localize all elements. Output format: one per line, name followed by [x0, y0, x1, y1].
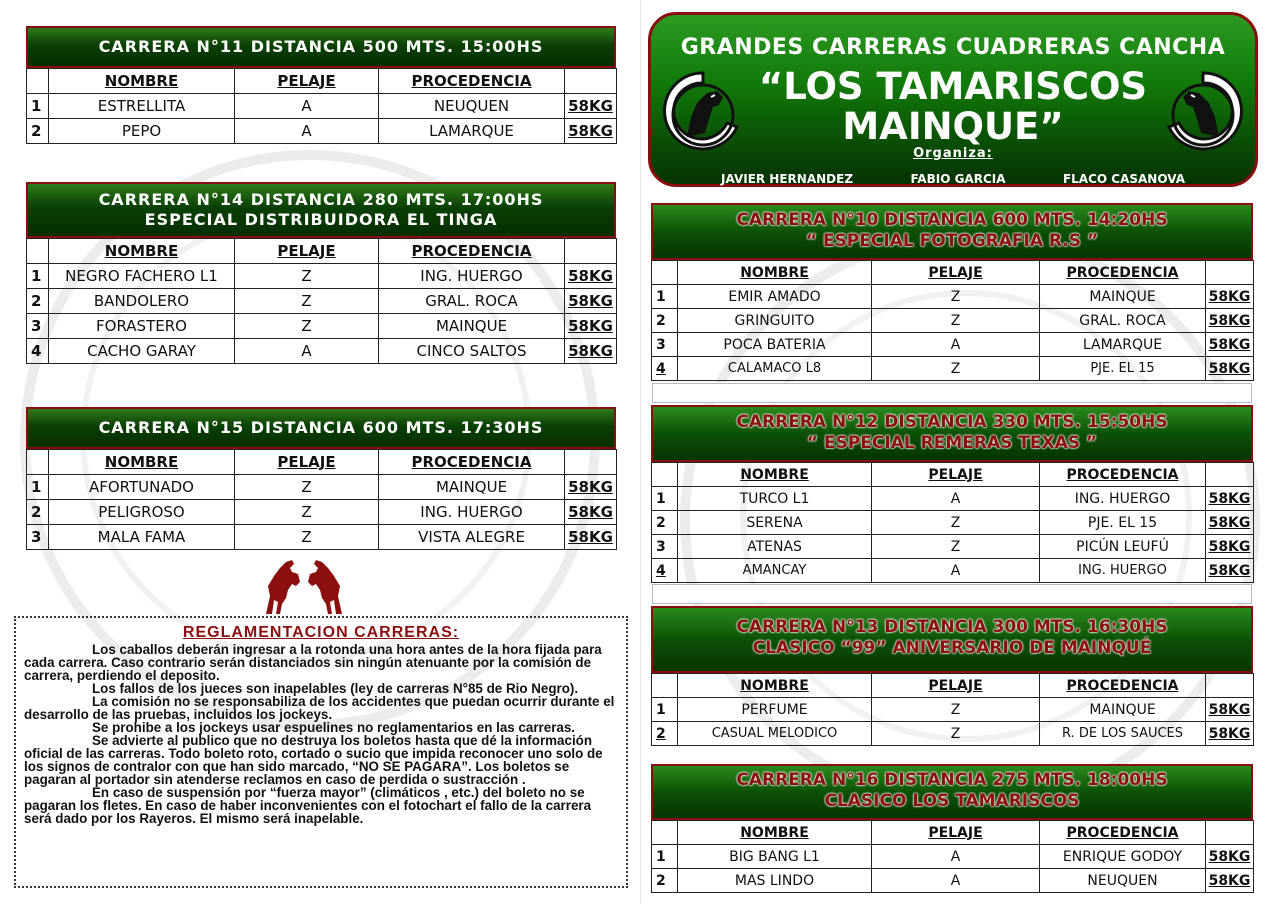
horse-origin: ING. HUERGO — [379, 500, 565, 525]
race-title: CARRERA N°15 DISTANCIA 600 MTS. 17:30HS — [98, 418, 544, 437]
table-row — [27, 525, 617, 550]
organizer-name: FABIO GARCIA — [910, 172, 1006, 186]
row-number: 3 — [27, 525, 49, 550]
horse-origin: ENRIQUE GODOY — [1040, 845, 1206, 869]
rules-title: REGLAMENTACION CARRERAS: — [182, 624, 460, 641]
col-nombre: NOMBRE — [678, 463, 872, 487]
horse-weight: 58KG — [1206, 559, 1254, 583]
horse-origin: NEUQUEN — [1040, 869, 1206, 893]
row-number: 1 — [27, 475, 49, 500]
race-title: CARRERA N°12 DISTANCIA 330 MTS. 15:50HS — [736, 412, 1168, 432]
table-row — [27, 500, 617, 525]
horse-origin: PJE. EL 15 — [1040, 357, 1206, 381]
horse-name: CASUAL MELODICO — [678, 722, 872, 746]
col-procedencia: PROCEDENCIA — [1040, 821, 1206, 845]
horse-name: ESTRELLITA — [49, 94, 235, 119]
horse-origin: GRAL. ROCA — [379, 289, 565, 314]
table-header-row — [652, 261, 1254, 285]
race-table — [26, 238, 617, 364]
horse-origin: CINCO SALTOS — [379, 339, 565, 364]
race-header — [651, 405, 1253, 462]
table-row — [652, 559, 1254, 583]
race-table — [651, 673, 1254, 746]
race-subtitle: “ ESPECIAL FOTOGRAFIA R.S ” — [805, 231, 1099, 251]
table-row — [27, 119, 617, 144]
col-procedencia: PROCEDENCIA — [379, 450, 565, 475]
horse-name: AMANCAY — [678, 559, 872, 583]
horse-coat: Z — [872, 309, 1040, 333]
race-header — [26, 407, 616, 449]
row-number: 3 — [652, 535, 678, 559]
race-16 — [651, 764, 1253, 893]
horse-weight: 58KG — [1206, 535, 1254, 559]
horse-weight: 58KG — [1206, 333, 1254, 357]
horse-coat: A — [235, 94, 379, 119]
rules-box — [14, 616, 628, 888]
horse-name: CACHO GARAY — [49, 339, 235, 364]
col-nombre: NOMBRE — [49, 69, 235, 94]
race-table — [651, 260, 1254, 381]
horse-origin: PICÚN LEUFÚ — [1040, 535, 1206, 559]
table-row — [652, 722, 1254, 746]
horse-weight: 58KG — [1206, 845, 1254, 869]
row-number: 1 — [27, 264, 49, 289]
horse-origin: LAMARQUE — [1040, 333, 1206, 357]
horseshoe-horse-icon — [1157, 67, 1249, 159]
table-row — [652, 333, 1254, 357]
horse-coat: A — [872, 559, 1040, 583]
col-procedencia: PROCEDENCIA — [379, 69, 565, 94]
horse-coat: Z — [235, 264, 379, 289]
race-subtitle: CLASICO LOS TAMARISCOS — [824, 791, 1080, 811]
race-header — [26, 26, 616, 68]
horse-origin: MAINQUE — [1040, 698, 1206, 722]
horse-coat: Z — [235, 314, 379, 339]
row-number: 4 — [652, 559, 678, 583]
race-title: CARRERA N°13 DISTANCIA 300 MTS. 16:30HS — [736, 617, 1168, 637]
table-header-row — [652, 674, 1254, 698]
col-nombre: NOMBRE — [678, 674, 872, 698]
race-11 — [26, 26, 616, 144]
horse-weight: 58KG — [565, 339, 617, 364]
horse-weight: 58KG — [565, 475, 617, 500]
row-number: 1 — [652, 698, 678, 722]
horse-coat: A — [872, 845, 1040, 869]
horse-name: PELIGROSO — [49, 500, 235, 525]
rule-paragraph: Los caballos deberán ingresar a la rotonda una hora antes de la hora fijada para cada carrera. Caso contrario serán distanciados sin ningún atenuante por la comisión de carrera, perdiendo el deposito. — [24, 642, 602, 683]
horse-origin: R. DE LOS SAUCES — [1040, 722, 1206, 746]
row-number: 2 — [652, 722, 678, 746]
col-nombre: NOMBRE — [678, 821, 872, 845]
horse-coat: A — [872, 487, 1040, 511]
horse-origin: ING. HUERGO — [1040, 487, 1206, 511]
race-header — [651, 606, 1253, 673]
event-title-line1: “LOS TAMARISCOS — [758, 65, 1148, 108]
horse-weight: 58KG — [565, 119, 617, 144]
horse-weight: 58KG — [1206, 487, 1254, 511]
table-header-row — [27, 69, 617, 94]
table-row — [27, 264, 617, 289]
organizer-name: FLACO CASANOVA — [1062, 172, 1185, 186]
col-pelaje: PELAJE — [235, 239, 379, 264]
race-title: CARRERA N°14 DISTANCIA 280 MTS. 17:00HS — [98, 190, 544, 209]
race-header — [26, 182, 616, 238]
race-15 — [26, 407, 616, 550]
col-procedencia: PROCEDENCIA — [379, 239, 565, 264]
horse-coat: Z — [872, 511, 1040, 535]
horse-origin: PJE. EL 15 — [1040, 511, 1206, 535]
race-12 — [651, 405, 1253, 583]
race-subtitle: ESPECIAL DISTRIBUIDORA EL TINGA — [144, 210, 498, 229]
horse-weight: 58KG — [565, 314, 617, 339]
horse-weight: 58KG — [565, 289, 617, 314]
table-row — [652, 845, 1254, 869]
horse-coat: Z — [235, 500, 379, 525]
horse-origin: NEUQUEN — [379, 94, 565, 119]
horseshoe-horse-icon — [657, 67, 749, 159]
horse-weight: 58KG — [1206, 285, 1254, 309]
col-procedencia: PROCEDENCIA — [1040, 674, 1206, 698]
horse-name: SERENA — [678, 511, 872, 535]
col-procedencia: PROCEDENCIA — [1040, 261, 1206, 285]
table-header-row — [27, 450, 617, 475]
race-table — [26, 449, 617, 550]
race-title: CARRERA N°10 DISTANCIA 600 MTS. 14:20HS — [736, 210, 1168, 230]
race-table — [651, 820, 1254, 893]
rule-paragraph: En caso de suspensión por “fuerza mayor” (climáticos , etc.) del boleto no se pagaran los fletes. En caso de haber inconvenientes con el fotochart el fallo de la carrera será dado por los Rayeros. El mismo será inapelable. — [24, 785, 592, 826]
race-title: CARRERA N°16 DISTANCIA 275 MTS. 18:00HS — [736, 770, 1168, 790]
horse-name: BIG BANG L1 — [678, 845, 872, 869]
col-pelaje: PELAJE — [872, 261, 1040, 285]
race-subtitle: CLASICO “99” ANIVERSARIO DE MAINQUÉ — [752, 638, 1152, 658]
event-banner — [648, 12, 1258, 187]
horse-weight: 58KG — [565, 264, 617, 289]
horse-weight: 58KG — [1206, 722, 1254, 746]
row-number: 3 — [27, 314, 49, 339]
row-number: 2 — [652, 309, 678, 333]
col-nombre: NOMBRE — [49, 450, 235, 475]
event-title-line2: MAINQUE” — [842, 105, 1064, 148]
table-row — [652, 869, 1254, 893]
row-number: 1 — [27, 94, 49, 119]
table-row — [652, 698, 1254, 722]
race-table — [651, 462, 1254, 583]
row-number: 4 — [652, 357, 678, 381]
horse-origin: MAINQUE — [379, 314, 565, 339]
horse-name: MAS LINDO — [678, 869, 872, 893]
horse-coat: Z — [872, 698, 1040, 722]
horse-name: PEPO — [49, 119, 235, 144]
row-number: 1 — [652, 285, 678, 309]
table-row — [27, 289, 617, 314]
horse-coat: Z — [872, 285, 1040, 309]
table-header-row — [652, 463, 1254, 487]
row-number: 2 — [27, 119, 49, 144]
horse-weight: 58KG — [1206, 511, 1254, 535]
rule-paragraph: La comisión no se responsabiliza de los accidentes que puedan ocurrir durante el desarrollo de las pruebas, incluidos los jockeys. — [24, 694, 615, 722]
table-row — [652, 487, 1254, 511]
table-row — [652, 535, 1254, 559]
table-row — [652, 309, 1254, 333]
horse-origin: VISTA ALEGRE — [379, 525, 565, 550]
horse-name: PERFUME — [678, 698, 872, 722]
horse-coat: A — [872, 869, 1040, 893]
horse-weight: 58KG — [565, 525, 617, 550]
col-pelaje: PELAJE — [872, 821, 1040, 845]
row-number: 3 — [652, 333, 678, 357]
spacer-row — [652, 383, 1252, 403]
horse-weight: 58KG — [1206, 357, 1254, 381]
race-title: CARRERA N°11 DISTANCIA 500 MTS. 15:00HS — [98, 37, 544, 56]
col-pelaje: PELAJE — [872, 674, 1040, 698]
horse-weight: 58KG — [1206, 309, 1254, 333]
horse-name: CALAMACO L8 — [678, 357, 872, 381]
horse-origin: GRAL. ROCA — [1040, 309, 1206, 333]
table-header-row — [652, 821, 1254, 845]
horse-coat: Z — [872, 535, 1040, 559]
row-number: 4 — [27, 339, 49, 364]
horse-coat: Z — [235, 289, 379, 314]
horse-origin: ING. HUERGO — [379, 264, 565, 289]
horse-name: GRINGUITO — [678, 309, 872, 333]
horse-name: AFORTUNADO — [49, 475, 235, 500]
organizer-list — [721, 172, 1185, 186]
table-row — [652, 357, 1254, 381]
col-pelaje: PELAJE — [235, 69, 379, 94]
row-number: 2 — [652, 511, 678, 535]
col-procedencia: PROCEDENCIA — [1040, 463, 1206, 487]
horse-name: NEGRO FACHERO L1 — [49, 264, 235, 289]
horse-weight: 58KG — [1206, 869, 1254, 893]
race-14 — [26, 182, 616, 364]
horse-origin: MAINQUE — [379, 475, 565, 500]
row-number: 2 — [27, 289, 49, 314]
horse-coat: A — [235, 119, 379, 144]
race-header — [651, 764, 1253, 820]
table-row — [27, 339, 617, 364]
horse-weight: 58KG — [565, 94, 617, 119]
horse-origin: LAMARQUE — [379, 119, 565, 144]
horse-name: POCA BATERIA — [678, 333, 872, 357]
horse-name: TURCO L1 — [678, 487, 872, 511]
horse-origin: MAINQUE — [1040, 285, 1206, 309]
horse-name: EMIR AMADO — [678, 285, 872, 309]
horse-origin: ING. HUERGO — [1040, 559, 1206, 583]
horse-name: BANDOLERO — [49, 289, 235, 314]
table-row — [27, 475, 617, 500]
horse-coat: A — [235, 339, 379, 364]
horse-name: MALA FAMA — [49, 525, 235, 550]
row-number: 1 — [652, 845, 678, 869]
spacer-row — [652, 584, 1252, 604]
table-row — [652, 285, 1254, 309]
race-10 — [651, 203, 1253, 381]
table-header-row — [27, 239, 617, 264]
horse-coat: Z — [235, 525, 379, 550]
col-nombre: NOMBRE — [49, 239, 235, 264]
race-header — [651, 203, 1253, 260]
horse-coat: Z — [872, 722, 1040, 746]
race-subtitle: “ ESPECIAL REMERAS TEXAS ” — [806, 433, 1098, 453]
row-number: 2 — [652, 869, 678, 893]
horse-weight: 58KG — [565, 500, 617, 525]
horse-coat: Z — [235, 475, 379, 500]
race-13 — [651, 606, 1253, 746]
col-pelaje: PELAJE — [235, 450, 379, 475]
col-nombre: NOMBRE — [678, 261, 872, 285]
rule-paragraph: Los fallos de los jueces son inapelables (ley de carreras N°85 de Rio Negro). — [92, 681, 579, 696]
row-number: 1 — [652, 487, 678, 511]
rearing-horses-icon — [258, 556, 350, 616]
rule-paragraph: Se advierte al publico que no destruya los boletos hasta que dé la información oficial de las carreras. Todo boleto roto, cortado o sucio que impida reconocer uno solo de los signos de contralor con que han sido marcado, “NO SE PAGARA”. Los boletos se pagaran al portador sin atenderse reclamos en caso de perdida o sustracción . — [24, 733, 603, 787]
horse-coat: A — [872, 333, 1040, 357]
organizer-label: Organiza: — [913, 146, 993, 161]
row-number: 2 — [27, 500, 49, 525]
horse-name: ATENAS — [678, 535, 872, 559]
table-row — [652, 511, 1254, 535]
horse-name: FORASTERO — [49, 314, 235, 339]
rule-paragraph: Se prohibe a los jockeys usar espuelines no reglamentarios en las carreras. — [92, 720, 576, 735]
race-table — [26, 68, 617, 144]
organizer-name: JAVIER HERNANDEZ — [721, 172, 854, 186]
table-row — [27, 94, 617, 119]
horse-weight: 58KG — [1206, 698, 1254, 722]
col-pelaje: PELAJE — [872, 463, 1040, 487]
horse-coat: Z — [872, 357, 1040, 381]
event-subtitle: GRANDES CARRERAS CUADRERAS CANCHA — [680, 35, 1226, 60]
table-row — [27, 314, 617, 339]
page-fold — [640, 0, 641, 904]
